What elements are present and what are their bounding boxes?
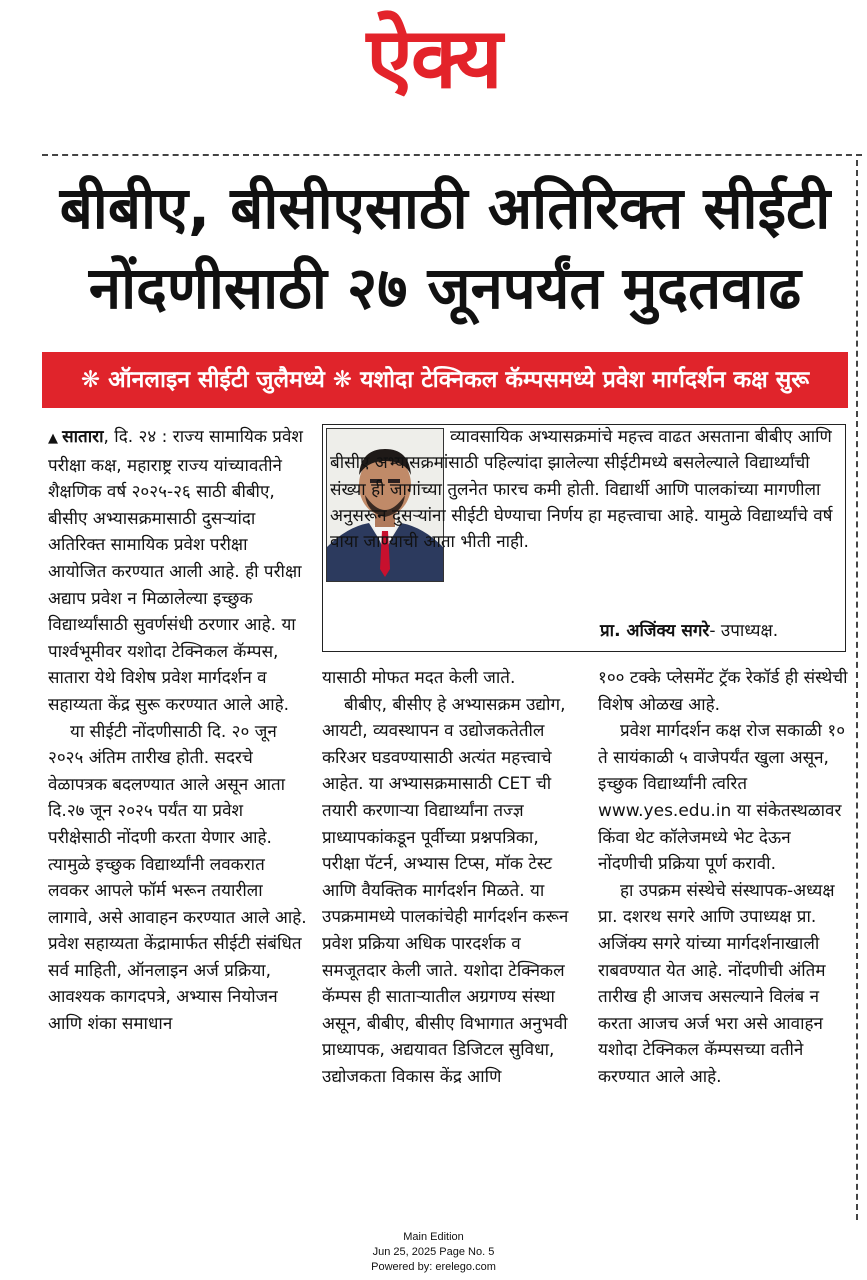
date-page-label: Jun 25, 2025 Page No. 5 <box>372 1246 495 1258</box>
headline-line-2: नोंदणीसाठी २७ जूनपर्यंत मुदतवाढ <box>88 254 802 322</box>
article-column-2 <box>322 665 570 1091</box>
paragraph: बीबीए, बीसीए हे अभ्यासक्रम उद्योग, आयटी, व्यवस्थापन व उद्योजकतेतील करिअर घडवण्यासाठी अत्यंत महत्त्वाचे आहेत. या अभ्यासक्रमासाठी CET ची तयारी करणाऱ्या विद्यार्थ्यांना तज्ज्ञ प्राध्यापकांकडून पूर्वीच्या प्रश्नपत्रिका, परीक्षा पॅटर्न, अभ्यास टिप्स, मॉक टेस्ट आणि वैयक्तिक मार्गदर्शन मिळते. या उपक्रमामध्ये पालकांचेही मार्गदर्शन करून प्रवेश प्रक्रिया अधिक पारदर्शक व समजूतदार केली जाते. यशोदा टेक्निकल कॅम्पस ही साताऱ्यातील अग्रगण्य संस्था असून, बीबीए, बीसीए विभागात अनुभवी प्राध्यापक, अद्ययावत डिजिटल सुविधा, उद्योजकता विकास केंद्र आणि <box>322 694 569 1087</box>
subheadline-strap: ❋ ऑनलाइन सीईटी जुलैमध्ये ❋ यशोदा टेक्निकल कॅम्पसमध्ये प्रवेश मार्गदर्शन कक्ष सुरू <box>42 352 848 408</box>
triangle-bullet-icon: ▲ <box>48 431 63 446</box>
paragraph: यासाठी मोफत मदत केली जाते. <box>322 668 516 688</box>
edition-label: Main Edition <box>403 1231 464 1243</box>
paragraph: हा उपक्रम संस्थेचे संस्थापक-अध्यक्ष प्रा. दशरथ सगरे आणि उपाध्यक्ष प्रा. अजिंक्य सगरे यांच्या मार्गदर्शनाखाली राबवण्यात येत आहे. नोंदणीची अंतिम तारीख ही आजच असल्याने विलंब न करता आजच अर्ज भरा असे आवाहन यशोदा टेक्निकल कॅम्पसच्या वतीने करण्यात आले आहे. <box>598 880 835 1087</box>
paragraph-text: राज्य सामायिक प्रवेश परीक्षा कक्ष, महाराष्ट्र राज्य यांच्यावतीने शैक्षणिक वर्ष २०२५-२६ साठी बीबीए, बीसीए अभ्यासक्रमासाठी दुसऱ्यांदा अतिरिक्त सामायिक प्रवेश परीक्षा आयोजित करण्यात आली आहे. ही परीक्षा अद्याप प्रवेश न मिळालेल्या इच्छुक विद्यार्थ्यांसाठी सुवर्णसंधी ठरणार आहे. या पार्श्वभूमीवर यशोदा टेक्निकल कॅम्पस, सातारा येथे विशेष प्रवेश मार्गदर्शन व सहाय्यता केंद्र सुरू करण्यात आले आहे. <box>48 427 303 715</box>
newspaper-logo: ऐक्य <box>366 9 501 107</box>
quote-author: प्रा. अजिंक्य सगरे <box>600 621 710 641</box>
quote-text: व्यावसायिक अभ्यासक्रमांचे महत्त्व वाढत असताना बीबीए आणि बीसीए अभ्यासक्रमांसाठी पहिल्यांदा झालेल्या सीईटीमध्ये बसलेल्याले विद्यार्थ्यांची संख्या ही जागांच्या तुलनेत फारच कमी होती. विद्यार्थी आणि पालकांच्या मागणीला अनुसरून दुसऱ्यांना सीईटी घेण्याचा निर्णय हा महत्त्वाचा आहे. यामुळे विद्यार्थ्यांचे वर्ष वाया जाण्याची आता भीती नाही. <box>330 427 833 553</box>
dateline-date: , दि. २४ : <box>103 427 168 447</box>
powered-by-label: Powered by: erelego.com <box>371 1261 496 1273</box>
masthead-divider <box>42 154 862 156</box>
headline-line-1: बीबीए, बीसीएसाठी अतिरिक्त सीईटी <box>59 174 831 242</box>
dateline: सातारा <box>62 427 104 447</box>
quote-designation: - उपाध्यक्ष. <box>709 621 779 641</box>
headline <box>30 168 860 328</box>
quote-signature <box>600 618 778 641</box>
masthead <box>0 8 867 108</box>
article-column-1 <box>48 424 310 1038</box>
article-column-3 <box>598 665 848 1091</box>
paragraph: या सीईटी नोंदणीसाठी दि. २० जून २०२५ अंतिम तारीख होती. सदरचे वेळापत्रक बदलण्यात आले असून आता दि.२७ जून २०२५ पर्यंत या प्रवेश परीक्षेसाठी नोंदणी करता येणार आहे. त्यामुळे इच्छुक विद्यार्थ्यांनी लवकरात लवकर आपले फॉर्म भरून तयारीला लागावे, असे आवाहन करण्यात आले आहे. प्रवेश सहाय्यता केंद्रामार्फत सीईटी संबंधित सर्व माहिती, ऑनलाइन अर्ज प्रक्रिया, आवश्यक कागदपत्रे, अभ्यास नियोजन आणि शंका समाधान <box>48 721 307 1035</box>
paragraph: १०० टक्के प्लेसमेंट ट्रॅक रेकॉर्ड ही संस्थेची विशेष ओळख आहे. <box>598 668 848 715</box>
page-footer <box>0 1230 867 1275</box>
paragraph <box>48 424 310 719</box>
paragraph: प्रवेश मार्गदर्शन कक्ष रोज सकाळी १० ते सायंकाळी ५ वाजेपर्यंत खुला असून, इच्छुक विद्यार्थ्यांनी त्वरित www.yes.edu.in या संकेतस्थळावर किंवा थेट कॉलेजमध्ये भेट देऊन नोंदणीची प्रक्रिया पूर्ण करावी. <box>598 721 846 875</box>
